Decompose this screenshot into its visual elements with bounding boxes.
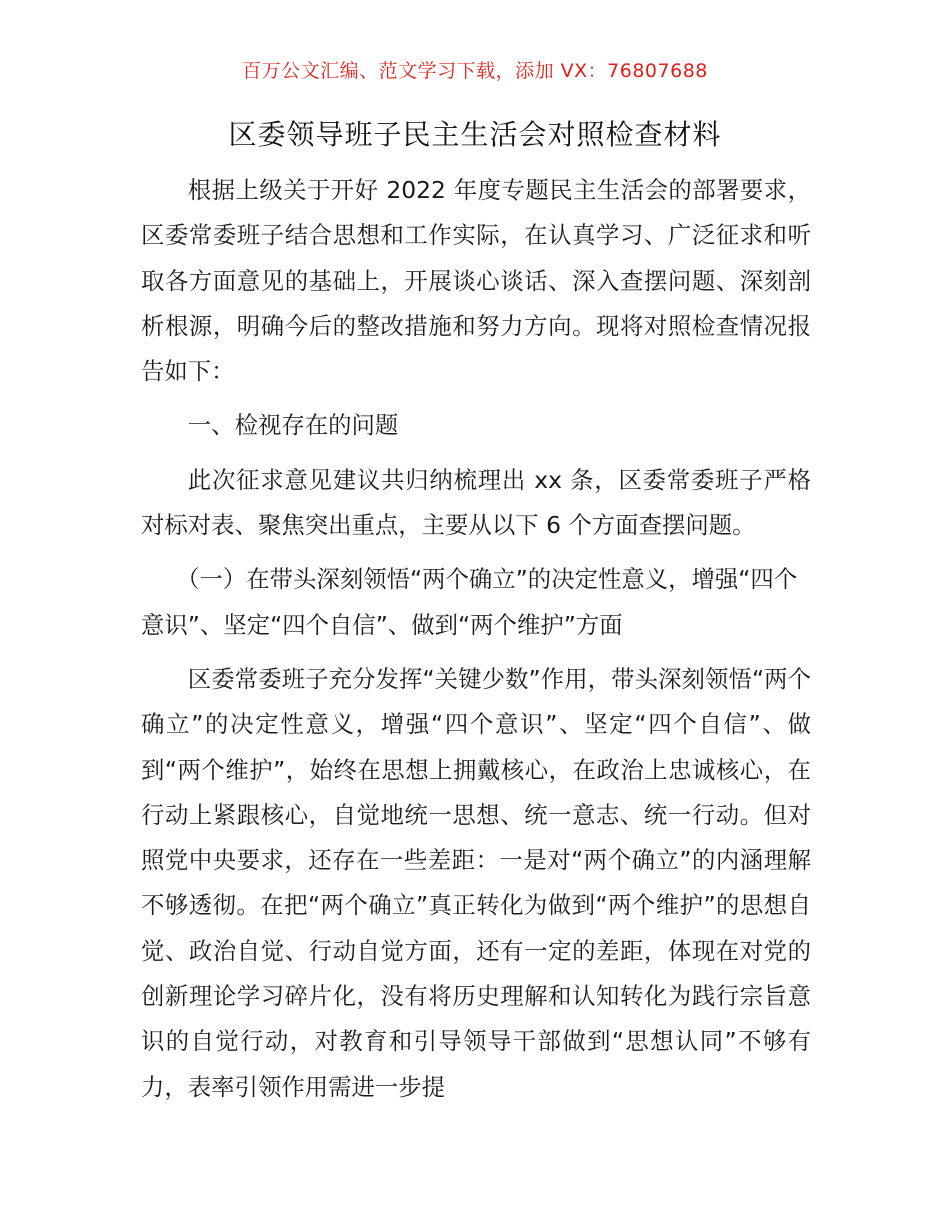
watermark-header: 百万公文汇编、范文学习下载，添加 VX：76807688	[242, 60, 708, 82]
document-body	[141, 168, 811, 1110]
document-title: 区委领导班子民主生活会对照检查材料	[228, 118, 722, 151]
subsection-1-heading: （一）在带头深刻领悟“两个确立”的决定性意义，增强“四个意识”、坚定“四个自信”、做到“两个维护”方面	[141, 565, 798, 639]
section-1-paragraph: 此次征求意见建议共归纳梳理出 xx 条，区委常委班子严格对标对表、聚焦突出重点，主要从以下 6 个方面查摆问题。	[141, 465, 811, 540]
section-1-heading: 一、检视存在的问题	[187, 411, 399, 440]
intro-paragraph: 根据上级关于开好 2022 年度专题民主生活会的部署要求，区委常委班子结合思想和工作实际，在认真学习、广泛征求和听取各方面意见的基础上，开展谈心谈话、深入查摆问题、深刻剖析根源，明确今后的整改措施和努力方向。现将对照检查情况报告如下：	[141, 176, 811, 386]
subsection-1-paragraph: 区委常委班子充分发挥“关键少数”作用，带头深刻领悟“两个确立”的决定性意义，增强“四个意识”、坚定“四个自信”、做到“两个维护”，始终在思想上拥戴核心，在政治上忠诚核心，在行动上紧跟核心，自觉地统一思想、统一意志、统一行动。但对照党中央要求，还存在一些差距：一是对“两个确立”的内涵理解不够透彻。在把“两个确立”真正转化为做到“两个维护”的思想自觉、政治自觉、行动自觉方面，还有一定的差距，体现在对党的创新理论学习碎片化，没有将历史理解和认知转化为践行宗旨意识的自觉行动，对教育和引导领导干部做到“思想认同”不够有力，表率引领作用需进一步提	[141, 664, 811, 1101]
